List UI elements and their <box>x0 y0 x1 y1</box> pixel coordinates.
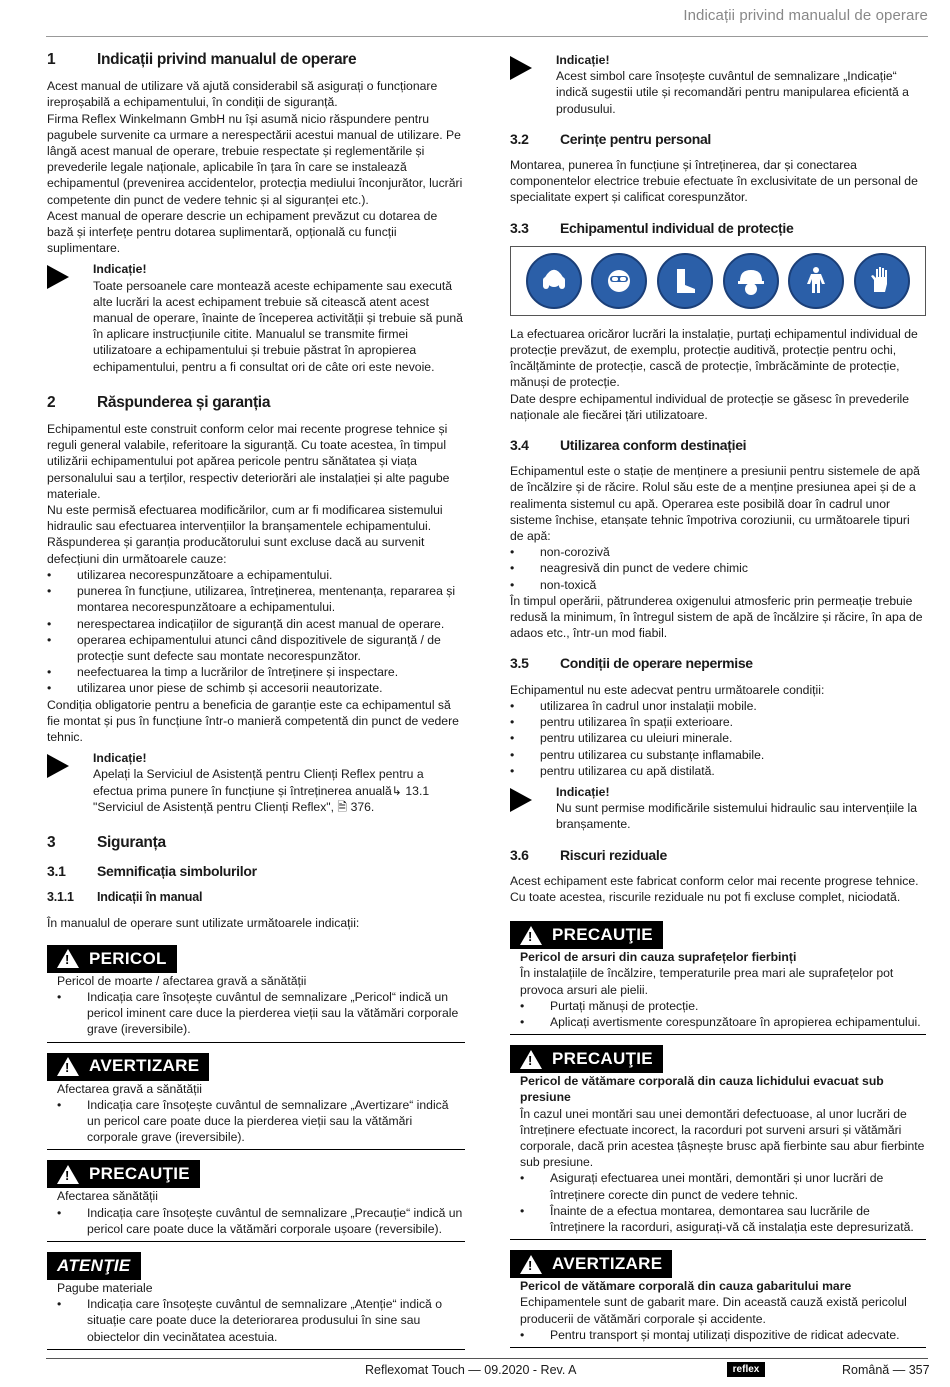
s1-paragraph: Firma Reflex Winkelmann GmbH nu își asumă nicio răspundere pentru pagubele survenite ca urmare a nerespectării acestui manual de utilizare. Pe lângă acest manual de operare, trebuie respectate și reglementările și prevederile legale naționale, aplicabile în țara în care se instalează echipamentul (prevenirea accidentelor, protecția mediului înconjurător, lucrări competente din punct de vedere tehnic și al siguranței etc.). <box>47 111 463 207</box>
list-item: • non-toxică <box>510 577 926 593</box>
note-arrow-icon <box>47 265 69 289</box>
reflex-logo: reflex <box>727 1362 765 1377</box>
warning-triangle-icon <box>520 1255 542 1274</box>
warning-triangle-icon <box>57 1057 79 1076</box>
section-3-5-heading: 3.5 Condiții de operare nepermise <box>510 655 753 672</box>
note-arrow-icon <box>510 788 532 812</box>
right-column <box>510 52 926 1348</box>
s34-water-types <box>510 544 926 593</box>
section-3-heading: 3 Siguranța <box>47 833 166 851</box>
signal-caution: ! PRECAUŢIE Afectarea sănătății • Indicația care însoțește cuvântul de semnalizare „Precauție“ indică un pericol care poate duce la vătămări corporale ușoare (reversibile). <box>47 1160 465 1242</box>
ear-protection-icon <box>526 253 582 309</box>
protective-clothing-icon <box>788 253 844 309</box>
warning-triangle-icon <box>520 1050 542 1069</box>
list-item: • pentru utilizarea cu substanțe inflamabile. <box>510 747 926 763</box>
s2-paragraph: Echipamentul este construit conform celor mai recente progrese tehnice și reguli general valabile, referitoare la siguranță. Cu toate acestea, în timpul utilizării echipamentului pot apărea pericole pentru sănătatea și viața personalului sau a terților, respectiv deteriorări ale instalației și alte pagube materiale. <box>47 422 450 501</box>
s1-paragraph: Acest manual de utilizare vă ajută considerabil să asigurați o funcționare ireproșabilă a echipamentului, în condiții de siguranță. <box>47 79 438 110</box>
list-item: • pentru utilizarea cu apă distilată. <box>510 763 926 779</box>
s34-paragraph: Echipamentul este o stație de menținere a presiunii pentru sistemele de apă de încălzire și de răcire. Rolul său este de a menține presiunea apei și de a realimenta sistemul cu apă. Operarea este posibilă doar în cadrul unor sisteme închise, etanșate tehnic împotriva coroziunii, cu următoarele tipuri de apă: <box>510 464 920 544</box>
section-2-heading: 2 Răspunderea și garanția <box>47 393 271 411</box>
s35-paragraph: Echipamentul nu este adecvat pentru următoarele condiții: <box>510 682 825 697</box>
warning-triangle-icon <box>57 1165 79 1184</box>
list-item: • neagresivă din punct de vedere chimic <box>510 560 926 576</box>
note-symbol-explanation: Indicație! Acest simbol care însoțește cuvântul de semnalizare „Indicație“ indică sugestii utile și recomandări pentru manipularea eficientă a produsului. <box>510 52 926 117</box>
section-3-3-heading: 3.3 Echipamentul individual de protecție <box>510 219 794 236</box>
section-3-4-heading: 3.4 Utilizarea conform destinației <box>510 437 747 454</box>
s2-paragraph: Nu este permisă efectuarea modificărilor, cum ar fi modificarea sistemului hidraulic sau efectuarea intervențiilor la branșamentele echipamentului. <box>47 503 443 534</box>
s35-note: Indicație! Nu sunt permise modificările sistemului hidraulic sau intervențiile la branșamente. <box>510 784 926 833</box>
s36-paragraph: Acest echipament este fabricat conform celor mai recente progrese tehnice. Cu toate acestea, riscurile reziduale nu pot fi excluse complet, niciodată. <box>510 873 919 904</box>
s1-paragraph: Acest manual de operare descrie un echipament prevăzut cu dotarea de bază și interfețe pentru dotarea suplimentară, opțională cu funcții suplimentare. <box>47 208 438 256</box>
section-3-6-heading: 3.6 Riscuri reziduale <box>510 846 667 863</box>
s2-note: Indicație! Apelați la Serviciul de Asistență pentru Clienți Reflex pentru a efectua prima punere în funcțiune și întreținerea anuală↳ 13.1 "Serviciul de Asistență pentru Clienți Reflex", 🗎 376. <box>47 750 465 815</box>
s3-intro: În manualul de operare sunt utilizate următoarele indicații: <box>47 915 360 930</box>
warning-heavy-equipment: ! AVERTIZARE Pericol de vătămare corporală din cauza gabaritului mare Echipamentele sunt de gabarit mare. Din această cauză există pericolul producerii de vătămări corporale și accidente. • Pentru transport și montaj utilizați dispozitive de ridicat adecvate. <box>510 1250 926 1348</box>
header-divider <box>46 36 928 37</box>
s32-paragraph: Montarea, punerea în funcțiune și întreținerea, dar și conectarea componentelor electrice trebuie efectuate în exclusivitate de un personal de specialitate expert și calificat corespunzător. <box>510 158 918 205</box>
note-arrow-icon <box>510 56 532 80</box>
eye-protection-icon <box>591 253 647 309</box>
gloves-icon <box>854 253 910 309</box>
list-item: • utilizarea în cadrul unor instalații mobile. <box>510 698 926 714</box>
list-item: • operarea echipamentului atunci când dispozitivele de siguranță / de protecție sunt defecte sau montate necorespunzător. <box>47 632 465 664</box>
list-item: • utilizarea unor piese de schimb și accesorii neautorizate. <box>47 680 465 696</box>
signal-warning: ! AVERTIZARE Afectarea gravă a sănătății • Indicația care însoțește cuvântul de semnalizare „Avertizare“ indică un pericol care poate duce la pierderea vieții sau la vătămări corporale grave (ireversibile). <box>47 1053 465 1151</box>
s1-note: Indicație! Toate persoanele care montează aceste echipamente sau execută alte lucrări la acest echipament trebuie să citească atent acest manual de operare, înainte de începerea activității și trebuie să pună în aplicare instrucțiunile citite. Manualul se transmite firmei utilizatoare a echipamentului și trebuie păstrat în apropierea echipamentului, pentru a fi consultat ori de câte ori este nevoie. <box>47 261 465 374</box>
left-column <box>47 52 465 1350</box>
ppe-icon-strip <box>510 246 926 316</box>
list-item: • punerea în funcțiune, utilizarea, întreținerea, mentenanța, repararea și montarea necorespunzătoare a echipamentului. <box>47 583 465 615</box>
s33-paragraph: La efectuarea oricăror lucrări la instalație, purtați echipamentul individual de protecție prevăzut, de exemplu, protecție auditivă, protecție pentru ochi, încălțăminte de protecție, cască de protecție, îmbrăcăminte de protecție, mănuși de protecție. <box>510 326 918 390</box>
signal-danger: ! PERICOL Pericol de moarte / afectarea gravă a sănătății • Indicația care însoțește cuvântul de semnalizare „Pericol“ indică un pericol iminent care duce la pierderea vieții sau la vătămări corporale grave (ireversibile). <box>47 945 465 1043</box>
safety-boots-icon <box>657 253 713 309</box>
s35-list <box>510 698 926 779</box>
footer-divider <box>46 1358 928 1359</box>
s2-paragraph: Răspunderea și garanția producătorului sunt excluse dacă au survenit defecțiuni din următoarele cauze: <box>47 535 425 566</box>
s2-cause-list <box>47 567 465 697</box>
warning-triangle-icon <box>520 926 542 945</box>
footer-doc-title: Reflexomat Touch — 09.2020 - Rev. A <box>365 1363 577 1377</box>
list-item: • pentru utilizarea cu uleiuri minerale. <box>510 730 926 746</box>
list-item: • pentru utilizarea în spații exterioare. <box>510 714 926 730</box>
page-header-title: Indicații privind manualul de operare <box>683 7 928 24</box>
s2-paragraph: Condiția obligatorie pentru a beneficia de garanție este ca echipamentul să fie montat și pus în funcțiune într-o manieră competentă din punct de vedere tehnic. <box>47 697 459 744</box>
section-1-heading: 1 Indicații privind manualul de operare <box>47 51 357 68</box>
section-3-2-heading: 3.2 Cerințe pentru personal <box>510 130 712 147</box>
list-item: • utilizarea necorespunzătoare a echipamentului. <box>47 567 465 583</box>
section-3-1-heading: 3.1 Semnificația simbolurilor <box>47 863 257 880</box>
warning-triangle-icon <box>57 949 79 968</box>
caution-hot-surfaces: ! PRECAUŢIE Pericol de arsuri din cauza suprafețelor fierbinți În instalațiile de încălzire, temperaturile prea mari ale suprafețelor pot provoca arsuri ale pielii. • Purtați mănuși de protecție. • Aplicați avertismente corespunzătoare în apropierea echipamentului. <box>510 921 926 1035</box>
note-arrow-icon <box>47 754 69 778</box>
s34-paragraph: În timpul operării, pătrunderea oxigenului atmosferic prin permeație trebuie redusă la minimum, în întregul sistem de apă de încălzire și răcire, în apa de adaos etc., într-un mod fiabil. <box>510 593 923 641</box>
caution-pressurised-fluid: ! PRECAUŢIE Pericol de vătămare corporală din cauza lichidului evacuat sub presiune În cazul unei montări sau unei demontări defectuoase, al unor lucrări de întreținere efectuate incorect, la racorduri pot surveni arsuri și vătămări corporale, dacă prin acestea țâșnește brusc apă fierbinte sau abur fierbinte sub presiune. • Asigurați efectuarea unei montări, demontări și unor lucrări de întreținere corecte din punct de vedere tehnic. • Înainte de a efectua montarea, demontarea sau lucrările de întreținere la racorduri, asigurați-vă că instalația este depresurizată. <box>510 1045 926 1240</box>
hard-hat-icon <box>723 253 779 309</box>
list-item: • nerespectarea indicațiilor de siguranță din acest manual de operare. <box>47 616 465 632</box>
list-item: • neefectuarea la timp a lucrărilor de întreținere și inspectare. <box>47 664 465 680</box>
footer-page: Română — 357 <box>842 1363 930 1377</box>
s33-paragraph: Date despre echipamentul individual de protecție se găsesc în prevederile naționale ale fiecărei țări utilizatoare. <box>510 391 910 422</box>
section-3-1-1-heading: 3.1.1 Indicații în manual <box>47 890 203 905</box>
signal-notice: ATENŢIE Pagube materiale • Indicația care însoțește cuvântul de semnalizare „Atenție“ indică o situație care poate duce la deteriorarea produsului în sine sau obiectelor din vecinătatea acestuia. <box>47 1252 465 1350</box>
list-item: • non-corozivă <box>510 544 926 560</box>
